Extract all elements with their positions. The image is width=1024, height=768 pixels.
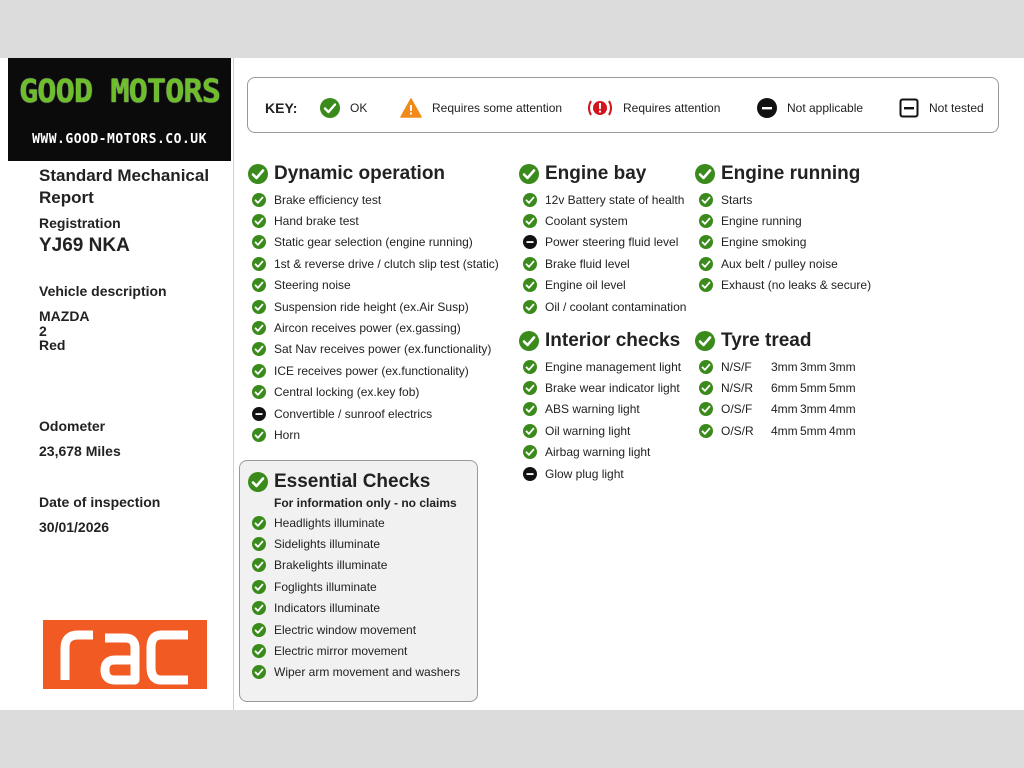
check-item-label: 12v Battery state of health: [545, 192, 685, 207]
check-item: [248, 576, 460, 597]
ok-icon: [523, 278, 537, 292]
check-item: [248, 598, 460, 619]
vehicle-colour: Red: [39, 337, 66, 353]
check-item: [248, 619, 460, 640]
check-item: [248, 533, 460, 554]
not-tested-icon: [899, 98, 919, 118]
key-item-not-tested: [899, 98, 984, 118]
check-item: [695, 189, 871, 210]
check-item-label: Convertible / sunroof electrics: [274, 406, 433, 421]
check-item-label: Electric window movement: [274, 622, 417, 637]
essential-checks-section: [248, 470, 460, 683]
ok-icon: [252, 385, 266, 399]
key-label-attention: Requires attention: [623, 101, 721, 115]
tyre-depth: 3mm: [800, 402, 827, 417]
tyre-depth: 3mm: [800, 359, 827, 374]
interior-checks-title: [519, 329, 681, 353]
check-item: [248, 189, 499, 210]
check-item-label: 1st & reverse drive / clutch slip test (static): [274, 256, 499, 271]
tyre-depth: 4mm: [771, 402, 798, 417]
check-item: [519, 420, 681, 441]
essential-checks-panel: [239, 460, 478, 702]
ok-icon: [252, 342, 266, 356]
check-item-label: Engine running: [721, 214, 802, 229]
section-title: Interior checks: [545, 330, 681, 351]
check-item-label: Horn: [274, 427, 301, 442]
section-title: Engine running: [721, 163, 861, 184]
ok-icon: [252, 428, 266, 442]
ok-icon: [248, 164, 268, 184]
key-title: KEY:: [265, 100, 298, 116]
ok-icon: [699, 193, 713, 207]
check-item-label: Brake wear indicator light: [545, 381, 680, 396]
ok-icon: [320, 98, 340, 118]
check-item: [248, 317, 499, 338]
tyre-row: [695, 399, 858, 420]
check-item: [519, 356, 681, 377]
check-item: [519, 399, 681, 420]
key-label-not-applicable: Not applicable: [787, 101, 864, 115]
brake-alert-icon: [587, 98, 613, 118]
ok-icon: [252, 516, 266, 530]
check-item-label: Steering noise: [274, 278, 351, 293]
ok-icon: [695, 164, 715, 184]
engine-bay-section: [519, 162, 686, 317]
check-item-label: Aircon receives power (ex.gassing): [274, 321, 461, 336]
check-item-label: Brakelights illuminate: [274, 558, 388, 573]
key-item-attention: [587, 98, 720, 118]
good-motors-logo: [8, 58, 231, 161]
check-item: [248, 210, 499, 231]
check-item-label: Starts: [721, 192, 753, 207]
check-item-label: ABS warning light: [545, 402, 640, 417]
check-item-label: Foglights illuminate: [274, 579, 377, 594]
ok-icon: [695, 331, 715, 351]
check-item: [248, 403, 499, 424]
ok-icon: [523, 360, 537, 374]
ok-icon: [252, 580, 266, 594]
ok-icon: [252, 665, 266, 679]
tyre-depth: 3mm: [829, 359, 856, 374]
ok-icon: [523, 424, 537, 438]
section-title: Engine bay: [545, 163, 647, 184]
check-item: [248, 232, 499, 253]
inspection-date-value: 30/01/2026: [39, 519, 110, 535]
tyre-depth: 5mm: [800, 381, 827, 396]
ok-icon: [252, 623, 266, 637]
key-item-ok: [320, 98, 367, 118]
check-item-label: Engine oil level: [545, 278, 626, 293]
tyre-depth: 4mm: [829, 402, 856, 417]
ok-icon: [699, 424, 713, 438]
ok-icon: [519, 331, 539, 351]
check-item: [519, 463, 681, 484]
tyre-position: N/S/R: [721, 381, 754, 396]
ok-icon: [252, 235, 266, 249]
ok-icon: [252, 537, 266, 551]
check-item: [519, 296, 686, 317]
not-applicable-icon: [757, 98, 777, 118]
rac-logo: [43, 620, 207, 689]
check-item-label: Brake efficiency test: [274, 192, 382, 207]
check-item-label: Central locking (ex.key fob): [274, 385, 420, 400]
check-item: [519, 210, 686, 231]
check-item-label: Power steering fluid level: [545, 235, 679, 250]
odometer-label: Odometer: [39, 418, 106, 434]
check-item: [248, 382, 499, 403]
check-item: [695, 275, 871, 296]
odometer-value: 23,678 Miles: [39, 443, 121, 459]
tyre-tread-section: [695, 329, 858, 442]
check-item: [248, 275, 499, 296]
vehicle-description-label: Vehicle description: [39, 283, 167, 299]
check-item-label: Oil / coolant contamination: [545, 299, 687, 314]
tyre-depth: 3mm: [771, 359, 798, 374]
status-key: [247, 77, 999, 133]
dynamic-operation-title: [248, 162, 499, 186]
ok-icon: [699, 257, 713, 271]
report-title: Standard Mechanical Report: [39, 166, 210, 207]
ok-icon: [523, 300, 537, 314]
engine-running-title: [695, 162, 871, 186]
ok-icon: [252, 300, 266, 314]
interior-checks-list: [519, 356, 681, 484]
check-item: [695, 210, 871, 231]
check-item: [248, 424, 499, 445]
tyre-row: [695, 356, 858, 377]
check-item-label: Suspension ride height (ex.Air Susp): [274, 299, 469, 314]
tyre-depth: 5mm: [800, 423, 827, 438]
key-item-some-attention: [400, 98, 562, 118]
warning-triangle-icon: [400, 98, 422, 118]
check-item: [248, 512, 460, 533]
check-item-label: Headlights illuminate: [274, 515, 385, 530]
not-applicable-icon: [523, 235, 537, 249]
ok-icon: [699, 214, 713, 228]
check-item-label: Hand brake test: [274, 214, 359, 229]
check-item-label: Engine smoking: [721, 235, 807, 250]
key-label-not-tested: Not tested: [929, 101, 984, 115]
key-label-ok: OK: [350, 101, 368, 115]
ok-icon: [252, 193, 266, 207]
check-item: [248, 296, 499, 317]
engine-bay-list: [519, 189, 686, 317]
engine-running-list: [695, 189, 871, 296]
check-item-label: Static gear selection (engine running): [274, 235, 473, 250]
check-item-label: Coolant system: [545, 214, 628, 229]
check-item-label: Indicators illuminate: [274, 601, 381, 616]
tyre-depth: 6mm: [771, 381, 798, 396]
check-item-label: Exhaust (no leaks & secure): [721, 278, 872, 293]
check-item: [519, 189, 686, 210]
tyre-depth: 4mm: [829, 423, 856, 438]
ok-icon: [699, 360, 713, 374]
tyre-position: O/S/F: [721, 402, 753, 417]
check-item-label: Electric mirror movement: [274, 644, 408, 659]
dynamic-operation-section: [248, 162, 499, 446]
section-title: Essential Checks: [274, 471, 431, 492]
tyre-tread-list: [695, 356, 858, 442]
tyre-tread-title: [695, 329, 858, 353]
check-item: [248, 555, 460, 576]
tyre-depth: 5mm: [829, 381, 856, 396]
ok-icon: [523, 193, 537, 207]
ok-icon: [252, 278, 266, 292]
ok-icon: [523, 402, 537, 416]
check-item-label: ICE receives power (ex.functionality): [274, 363, 469, 378]
ok-icon: [699, 278, 713, 292]
check-item-label: Wiper arm movement and washers: [274, 665, 461, 680]
tyre-row: [695, 377, 858, 398]
key-item-not-applicable: [757, 98, 863, 118]
inspection-date-label: Date of inspection: [39, 494, 161, 510]
check-item: [248, 339, 499, 360]
section-title: Dynamic operation: [274, 163, 446, 184]
check-item: [248, 360, 499, 381]
check-item-label: Sidelights illuminate: [274, 537, 381, 552]
dynamic-operation-list: [248, 189, 499, 446]
tyre-position: N/S/F: [721, 359, 752, 374]
ok-icon: [252, 644, 266, 658]
ok-icon: [252, 601, 266, 615]
logo-url: WWW.GOOD-MOTORS.CO.UK: [32, 132, 207, 147]
ok-icon: [523, 214, 537, 228]
not-applicable-icon: [523, 467, 537, 481]
check-item: [519, 442, 681, 463]
check-item-label: Airbag warning light: [545, 445, 651, 460]
check-item-label: Brake fluid level: [545, 256, 630, 271]
check-item-label: Engine management light: [545, 359, 682, 374]
essential-checks-subtitle: For information only - no claims: [274, 496, 457, 510]
ok-icon: [523, 257, 537, 271]
essential-checks-list: [248, 512, 460, 683]
ok-icon: [252, 364, 266, 378]
check-item: [695, 232, 871, 253]
ok-icon: [523, 381, 537, 395]
registration-label: Registration: [39, 215, 121, 231]
vehicle-make: MAZDA: [39, 308, 90, 324]
check-item: [248, 253, 499, 274]
check-item: [519, 232, 686, 253]
check-item: [519, 253, 686, 274]
tyre-position: O/S/R: [721, 423, 754, 438]
ok-icon: [252, 214, 266, 228]
not-applicable-icon: [252, 407, 266, 421]
sidebar-divider: [233, 58, 234, 710]
ok-icon: [699, 235, 713, 249]
ok-icon: [252, 257, 266, 271]
engine-bay-title: [519, 162, 686, 186]
section-title: Tyre tread: [721, 330, 812, 351]
check-item: [248, 662, 460, 683]
engine-running-section: [695, 162, 871, 296]
check-item-label: Glow plug light: [545, 466, 624, 481]
check-item: [695, 253, 871, 274]
registration-value: YJ69 NKA: [39, 235, 130, 256]
vehicle-model: 2: [39, 323, 47, 339]
check-item: [519, 275, 686, 296]
ok-icon: [252, 558, 266, 572]
report-page: [0, 58, 1024, 710]
logo-title: GOOD MOTORS: [19, 72, 220, 110]
check-item: [248, 640, 460, 661]
check-item: [519, 377, 681, 398]
check-item-label: Sat Nav receives power (ex.functionality): [274, 342, 492, 357]
ok-icon: [252, 321, 266, 335]
essential-checks-title: [248, 470, 460, 494]
check-item-label: Aux belt / pulley noise: [721, 256, 838, 271]
ok-icon: [523, 445, 537, 459]
ok-icon: [519, 164, 539, 184]
key-label-some-attention: Requires some attention: [432, 101, 563, 115]
tyre-depth: 4mm: [771, 423, 798, 438]
interior-checks-section: [519, 329, 681, 484]
check-item-label: Oil warning light: [545, 423, 631, 438]
ok-icon: [699, 381, 713, 395]
ok-icon: [699, 402, 713, 416]
tyre-row: [695, 420, 858, 441]
ok-icon: [248, 472, 268, 492]
